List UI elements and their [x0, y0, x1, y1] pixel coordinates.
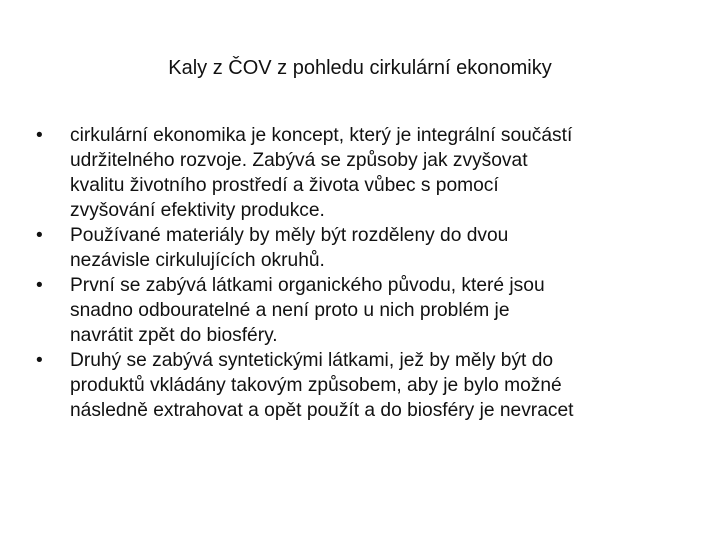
- bullet-icon: •: [36, 225, 43, 246]
- bullet-item: [36, 273, 696, 348]
- bullet-item: [36, 123, 696, 223]
- bullet-text-line: udržitelného rozvoje. Zabývá se způsoby jak zvyšovat: [70, 150, 528, 171]
- bullet-list: [36, 123, 696, 423]
- bullet-text-line: První se zabývá látkami organického původu, které jsou: [70, 275, 545, 296]
- bullet-text-line: snadno odbouratelné a není proto u nich problém je: [70, 300, 510, 321]
- bullet-item: [36, 223, 696, 273]
- bullet-text-line: Druhý se zabývá syntetickými látkami, jež by měly být do: [70, 350, 554, 371]
- bullet-text-line: produktů vkládány takovým způsobem, aby je bylo možné: [70, 375, 562, 396]
- bullet-icon: •: [36, 350, 43, 371]
- bullet-icon: •: [36, 125, 43, 146]
- bullet-item: [36, 348, 696, 423]
- bullet-text-line: zvyšování efektivity produkce.: [70, 200, 325, 221]
- bullet-text-line: cirkulární ekonomika je koncept, který je integrální součástí: [70, 125, 573, 146]
- bullet-text-line: Používané materiály by měly být rozděleny do dvou: [70, 225, 509, 246]
- bullet-icon: •: [36, 275, 43, 296]
- bullet-text-line: navrátit zpět do biosféry.: [70, 325, 278, 346]
- slide-title: Kaly z ČOV z pohledu cirkulární ekonomiky: [168, 57, 552, 79]
- bullet-text-line: následně extrahovat a opět použít a do biosféry je nevracet: [70, 400, 574, 421]
- bullet-text-line: kvalitu životního prostředí a života vůbec s pomocí: [70, 175, 499, 196]
- bullet-text-line: nezávisle cirkulujících okruhů.: [70, 250, 325, 271]
